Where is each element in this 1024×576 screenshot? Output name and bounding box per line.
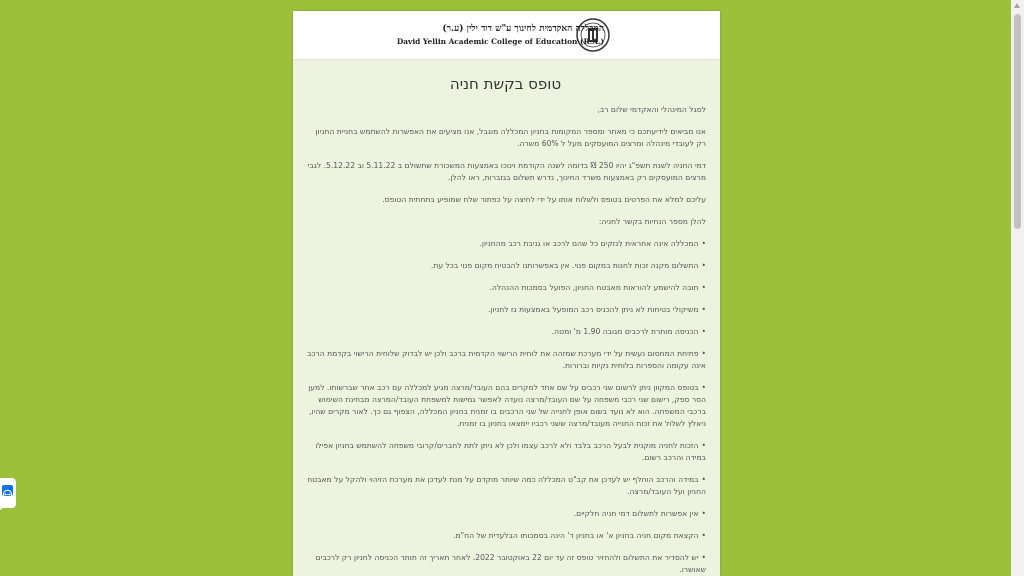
fees-text: דמי החניה לשנת תשפ"ג יהיו 250 ₪ בדומה לשנה הקודמת וינוכו באמצעות המשכורת שתשולם ב 5.11.22 וב 5.12.22. לגבי מרצים המועסקים רק באמצעות משרד החינוך, נדרש תשלום בגזברות, ראו להלן. — [307, 161, 706, 182]
form-content — [293, 75, 720, 576]
rule-item: •התשלום מקנה זכות לחנות במקום פנוי. אין באפשרותנו להבטיח מקום פנוי בכל עת. — [430, 261, 706, 270]
intro-text: אנו מביאים לידיעתכם כי מאחר ומספר המקומות בחניון המכללה מוגבל, אנו מציעים את האפשרות להשתמש בחניית החניון רק לעובדי מינהלה ומרצים המועסקים מעל ל 60% משרה. — [315, 127, 706, 148]
rule-item: •הקצאת מקום חניה בחניון א' או בחניון ד' הינה בסמכותו הבלעדית של הח"מ. — [453, 531, 706, 540]
college-logo-text — [397, 23, 604, 46]
rule-item: •פתיחת המחסום נעשית על ידי מערכת שמזהה את לוחית הרישוי הקדמית ברכב ולכן יש לבדוק שלוחית הרישוי בקדמת הרכב אינה עקומה והספרות בלוחית נקיות וברורות. — [307, 349, 706, 370]
teamviewer-icon[interactable] — [2, 485, 13, 496]
rules-list — [305, 238, 706, 576]
greeting-text: לסגל המינהלי והאקדמי שלום רב, — [597, 105, 706, 114]
page-title: טופס בקשת חניה — [449, 75, 562, 93]
rule-item: •הזכות לחניה מוקנית לבעל הרכב בלבד ולא לרכב עצמו ולכן לא ניתן לתת לחברים/קרובי משפחה להשתמש בחניון אפילו במידה והרכב רשום. — [315, 441, 706, 462]
scrollbar-thumb[interactable] — [1014, 14, 1021, 229]
form-page — [293, 11, 720, 576]
scroll-up-arrow-icon[interactable] — [1014, 3, 1020, 8]
vertical-scrollbar[interactable] — [1011, 0, 1024, 576]
rules-heading: להלן מספר הנחיות בקשר לחניה: — [598, 217, 706, 226]
rule-item: •הכניסה מותרת לרכבים מגובה 1.90 מ' ומטה. — [551, 327, 706, 336]
rule-item: •המכללה אינה אחראית לנזקים כל שהם לרכב או גניבת רכב מהחניון. — [479, 239, 706, 248]
rule-item: •בטופס המקוון ניתן לרשום שני רכבים על שם אחד למקרים בהם העובד/מרצה מגיע למכללה עם רכב אחר שברשותו. למען הסר ספק, רישום שני רכבי משפחה על שם העובד/מרצה נועדה לאפשר גמישות למשפחת העובד/המרצה מבחינת השימוש ברכבי המשפחה. הוא לא נועד בשום אופן לחנייה של שני הרכבים בו זמנית בחניון המכללה, הצפוף גם כך. לאור מקרים שהיו, ניאלץ לשלול את זכות החנייה מעובד/מרצה ששני רכביו יימצאו בחניון בו זמנית. — [308, 383, 706, 428]
instructions-text: עליכם למלא את הפרטים בטופס ולשלוח אותו על ידי לחיצה על כפתור שלח שמופיע בתחתית הטופס. — [382, 195, 706, 204]
rule-item: •במידה והרכב הוחלף יש לעדכן את קב"ט המכללה כמה שיותר מוקדם על מנת לעדכן את מערכת הזיהוי ולהקל על מאבטח החניון ועל העובד/מרצה. — [307, 475, 706, 496]
college-header — [293, 11, 720, 60]
college-name-he: המכללה האקדמית לחינוך ע"ש דוד ילין (ע.ר) — [442, 24, 604, 34]
rule-item: •אין אפשרות לתשלום דמי חניה חלקיים. — [573, 509, 706, 518]
widget-tab-notch — [0, 500, 14, 510]
rule-item: •חובה להישמע להוראות מאבטח החניון, הפועל בסמכות ההנהלה. — [489, 283, 706, 292]
rule-item: •יש להסדיר את התשלום ולהחזיר טופס זה עד יום 22 באוקטובר 2022. לאחר תאריך זה תותר הכניסה לחניון רק לרכבים שאושרו. — [315, 553, 706, 574]
rule-item: •משיקולי בטיחות לא ניתן להכניס רכב המופעל באמצעות גז לחניון. — [487, 305, 706, 314]
college-name-en: David Yellin Academic College of Education (R.A.) — [396, 37, 604, 46]
